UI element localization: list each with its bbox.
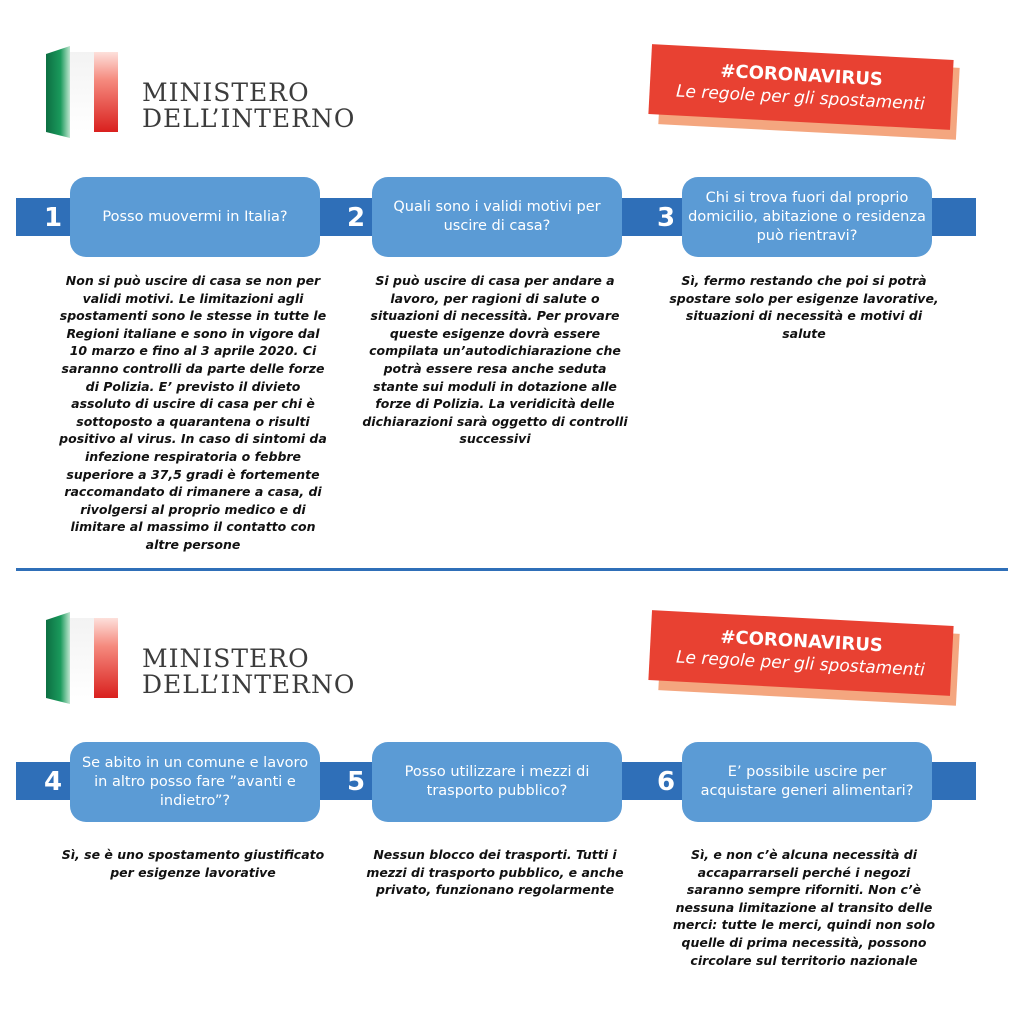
section-divider — [16, 568, 1008, 571]
question-number: 3 — [656, 203, 676, 233]
badge-subtitle: Le regole per gli spostamenti — [675, 81, 926, 115]
question-card: Posso utilizzare i mezzi di trasporto pubblico? — [372, 742, 622, 822]
ministry-name-line1: MINISTERO — [142, 78, 310, 107]
question-number: 5 — [346, 767, 366, 797]
coronavirus-badge — [650, 618, 960, 698]
question-card: Posso muovermi in Italia? — [70, 177, 320, 257]
ministry-logo — [44, 46, 354, 138]
question-card: Se abito in un comune e lavoro in altro posso fare ”avanti e indietro”? — [70, 742, 320, 822]
question-number: 1 — [43, 203, 63, 233]
ministry-name-line1: MINISTERO — [142, 644, 310, 673]
badge-subtitle: Le regole per gli spostamenti — [675, 647, 926, 681]
question-number: 4 — [43, 767, 63, 797]
italian-flag-icon — [44, 46, 120, 138]
badge-hashtag: #CORONAVIRUS — [719, 60, 884, 91]
answer-text: Si può uscire di casa per andare a lavoro, per ragioni di salute o situazioni di necessità. Per provare queste esigenze dovrà essere compilata un’autodichiarazione che potrà essere resa anche seduta stante sui moduli in dotazione alle forze di Polizia. La veridicità delle dichiarazioni sarà oggetto di controlli successivi — [362, 273, 628, 447]
answer-text: Non si può uscire di casa se non per validi motivi. Le limitazioni agli spostamenti sono le stesse in tutte le Regioni italiane e sono in vigore dal 10 marzo e fino al 3 aprile 2020. Ci saranno controlli da parte delle forze di Polizia. E’ previsto il divieto assoluto di uscire di casa per chi è sottoposto a quarantena o risulti positivo al virus. In caso di sintomi da infezione respiratoria o febbre superiore a 37,5 gradi è fortemente raccomandato di rimanere a casa, di rivolgersi al proprio medico e di limitare al massimo il contatto con altre persone — [59, 273, 327, 552]
answer-text: Sì, e non c’è alcuna necessità di accaparrarseli perché i negozi saranno sempre riforniti. Non c’è nessuna limitazione al transito delle merci: tutte le merci, quindi non solo quelle di prima necessità, possono circolare sul territorio nazionale — [672, 847, 936, 968]
question-number: 6 — [656, 767, 676, 797]
answer-text: Sì, fermo restando che poi si potrà spostare solo per esigenze lavorative, situazioni di necessità e motivi di salute — [669, 273, 939, 341]
question-card: Chi si trova fuori dal proprio domicilio, abitazione o residenza può rientravi? — [682, 177, 932, 257]
question-card: Quali sono i validi motivi per uscire di casa? — [372, 177, 622, 257]
answer-text: Sì, se è uno spostamento giustificato per esigenze lavorative — [61, 847, 325, 880]
badge-hashtag: #CORONAVIRUS — [719, 626, 884, 657]
answer-text: Nessun blocco dei trasporti. Tutti i mezzi di trasporto pubblico, e anche privato, funzionano regolarmente — [366, 847, 624, 898]
italian-flag-icon — [44, 612, 120, 704]
ministry-name-line2: DELL’INTERNO — [142, 104, 356, 133]
ministry-logo — [44, 612, 354, 704]
ministry-name — [142, 80, 355, 132]
coronavirus-badge — [650, 52, 960, 132]
question-number: 2 — [346, 203, 366, 233]
question-card: E’ possibile uscire per acquistare generi alimentari? — [682, 742, 932, 822]
ministry-name — [142, 646, 355, 698]
ministry-name-line2: DELL’INTERNO — [142, 670, 356, 699]
